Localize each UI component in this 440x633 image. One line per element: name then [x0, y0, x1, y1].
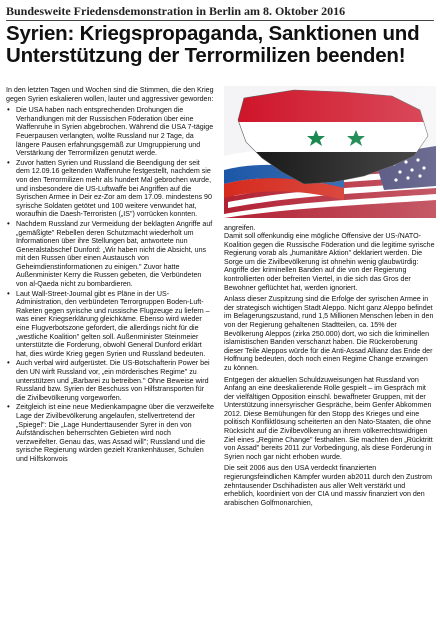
bullet-item: • Zuvor hatten Syrien und Russland die Beendigung der seit dem 12.09.16 geltenden Waffenruhe festgestellt, nachdem sie von den Terrormilizen mehr als hundert Mal gebrochen wurde, und insbesondere die US-Luftwaffe bei Angriffen auf die Syrischen Armee in Deir ez-Zor am dem 17.09. mindestens 90 syrische Soldaten getötet und 100 weitere verwundet hat, woraufhin die Daesh-Terroristen („IS") vorrücken konnten. [16, 159, 214, 219]
intro-paragraph: In den letzten Tagen und Wochen sind die Stimmen, die den Krieg gegen Syrien eskalieren wollen, lauter und aggressiver geworden: [6, 86, 214, 103]
headline-line-1: Syrien: Kriegspropaganda, Sanktionen und [6, 22, 420, 45]
bullet-list [6, 106, 214, 463]
paragraph: Die seit 2006 aus den USA verdeckt finanzierten regierungsfeindlichen Kämpfer wurden ab2011 durch den Zustrom zehntausender Dschihadisten aus aller Welt verstärkt und erheblich, koordiniert von der CIA und massiv finanziert von den arabischen Golfmonarchien, [224, 464, 433, 507]
top-banner-line: Bundesweite Friedensdemonstration in Berlin am 8. Oktober 2016 [6, 4, 346, 18]
bullet-item: • Nachdem Russland zur Vermeidung der beklagten Angriffe auf „gemäßigte" Rebellen deren Schutzmacht wiederholt um Informationen über ihre Stellungen bat, antwortete nun Generalstabschef Dunford: „Wir haben nicht die Absicht, uns mit den Russen über einen Austausch von Geheimdienstinformationen zu einigen." Zuvor hatte Außenminister Kerry die Russen gebeten, die Verbündeten von al-Qaeda nicht zu bombardieren. [16, 220, 214, 289]
right-column [224, 232, 436, 510]
bullet-item: • Auch verbal wird aufgerüstet. Die US-Botschafterin Power bei den UN wirft Russland vor, „ein mörderisches Regime" zu unterstützen und „Barbarei zu betreiben." Ohne Beweise wird Russland bzw. Syrien der Beschuss von Hilfstransporten für die Zivilbevölkerung vorgeworfen. [16, 359, 214, 402]
headline [6, 23, 436, 67]
header-divider [6, 20, 434, 21]
flags-illustration [224, 86, 436, 218]
paragraph: Anlass dieser Zuspitzung sind die Erfolge der syrischen Armee in der strategisch wichtigen Stadt Aleppo. Nicht ganz Aleppo befindet im Belagerungszustand, rund 1,5 Millionen Menschen leben in den von der Regierung gehaltenen Stadtteilen, ca. 15% der Bevölkerung Aleppos (zirka 250.000) dort, wo sich die kriminellen islamistischen Banden verschanzt haben. Die Rückeroberung dieser Teile Aleppos würde für die Anti-Assad Allianz das Ende der Hoffnung bedeuten, doch noch einen Regime Change erzwingen zu können. [224, 295, 434, 372]
bullet-item: • Die USA haben nach entsprechenden Drohungen die Verhandlungen mit der Russischen Föderation über eine Waffenruhe in Syrien abgebrochen. Während die USA 7-tägige Feuerpausen verlangten, wollte Russland nur 2 Tage, da längere Pausen erfahrungsgemäß zur Umgruppierung und Verstärkung der Terrormilizen genutzt werde. [16, 106, 214, 158]
headline-line-2: Unterstützung der Terrormilizen beenden! [6, 44, 406, 67]
paragraph: Damit soll offenkundig eine mögliche Offensive der US-/NATO-Koalition gegen die Russische Föderation und die legitime syrische Regierung vorab als „humanitäre Aktion" deklariert werden. Die Sorge um die Zivilbevölkerung ist ohnehin wenig glaubwürdig: Angriffe der kriminellen Banden auf die von der Regierung kontrollierten oder befreiten Viertel, in die sich das Gros der Bewohner geflüchtet hat, werden ignoriert. [224, 232, 435, 292]
left-column [6, 86, 214, 465]
continuation-text: angreifen. [224, 224, 256, 232]
paragraph: Entgegen der aktuellen Schuldzuweisungen hat Russland von Anfang an eine deeskalierende Rolle gespielt – im Gespräch mit der vielfältigen Opposition einschl. bewaffneter Gruppen, mit der Unterstützung innersyrischer Gespräche, beim Genfer Abkommen 2012. Diese Bemühungen für den Stopp des Krieges und eine politisch Konfliktlösung scheiterten an den Nato-Staaten, die ohne Rücksicht auf die Zivilbevölkerung an ihrem völkerrechtswidrigen Ziel eines „Regime Change" festhalten. Sie machten den „Rücktritt von Assad" bereits 2011 zur Vorbedingung, als diese Forderung in Syrien noch gar nicht erhoben wurde. [224, 375, 433, 461]
flags-image [224, 86, 436, 218]
bullet-item: • Zeitgleich ist eine neue Medienkampagne über die verzweifelte Lage der Zivilbevölkerung angelaufen, stellvertretend der „Spiegel": Die „Lage Hunderttausender Syrer in den von Aufständischen beherrschten Gebieten wird noch verzweifelter. Genau das, was Assad will"; Russland und die syrische Regierung würden gezielt Krankenhäuser, Schulen und Hilfskonvois [16, 403, 214, 463]
bullet-item: • Laut Wall-Street-Journal gibt es Pläne in der US-Administration, den verbündeten Terrorgruppen Boden-Luft-Raketen gegen syrische und russische Flugzeuge zu liefern – was einer Kriegserklärung gleichkäme. Ebenso wird wieder eine Flugverbotszone gefordert, die allerdings nicht für die „westliche Koalition" gelten soll. Außenminister Steinmeier unterstützte die Forderung, obwohl General Dunford erklärt hat, dies würde Krieg gegen Syrien und Russland bedeuten. [16, 290, 214, 359]
